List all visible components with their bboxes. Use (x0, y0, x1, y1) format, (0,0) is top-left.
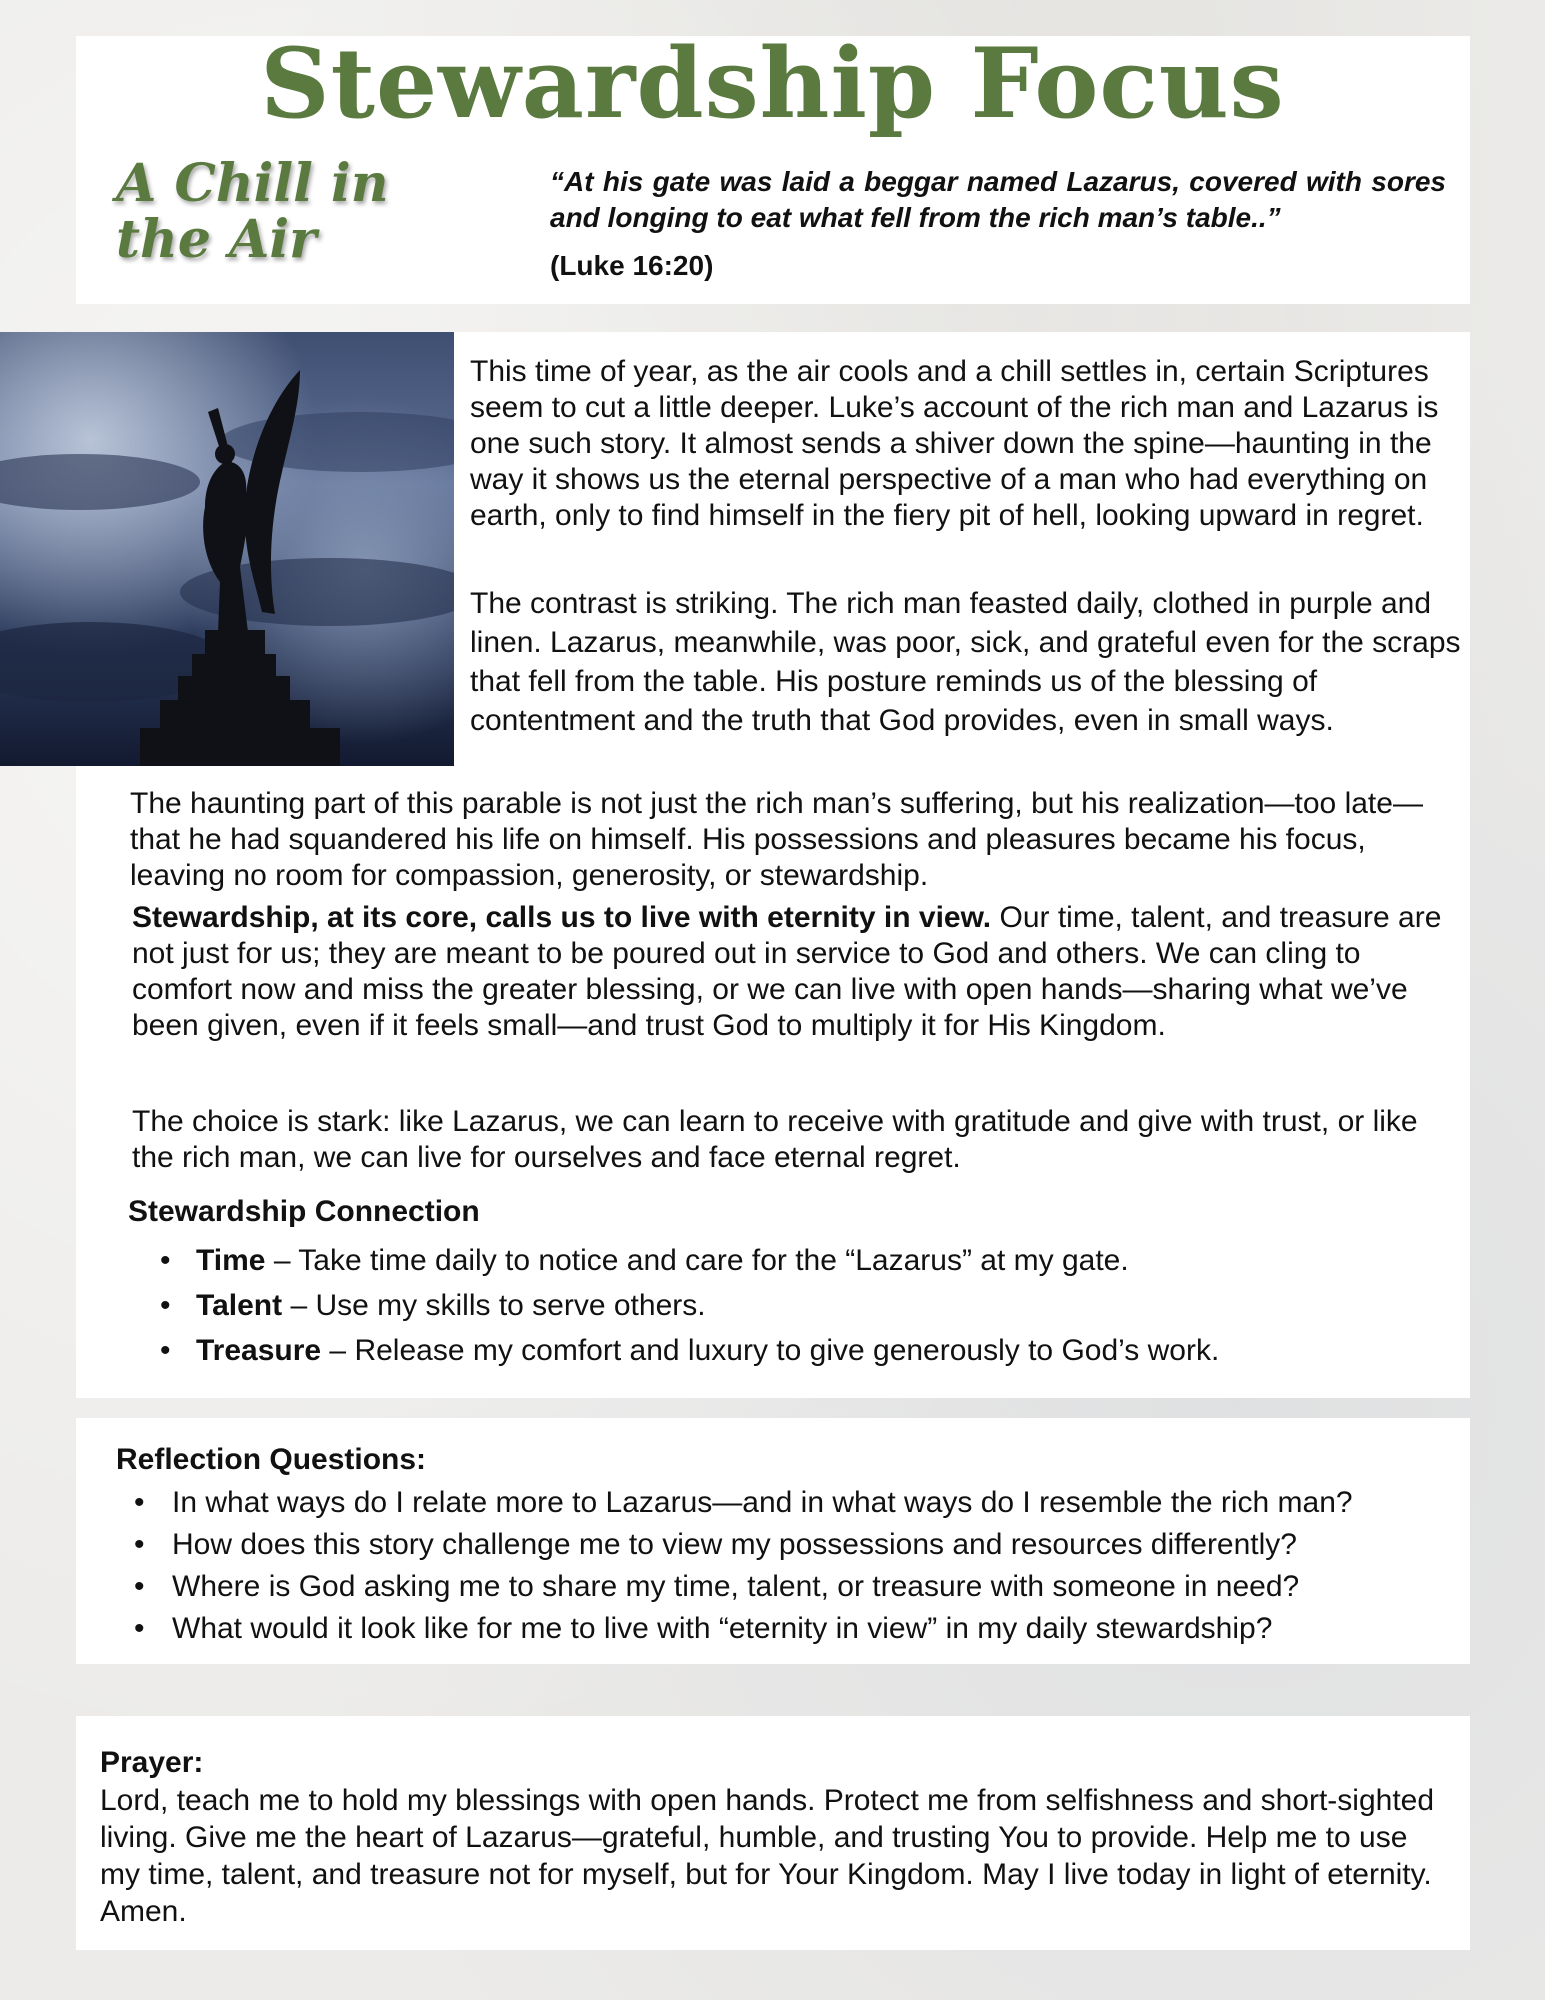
list-item-text: How does this story challenge me to view my possessions and resources differently? (172, 1528, 1297, 1561)
bullet-icon: • (134, 1486, 145, 1519)
scripture-reference: (Luke 16:20) (550, 250, 714, 281)
list-item (134, 1608, 1353, 1650)
list-item-text: – Use my skills to serve others. (282, 1289, 706, 1322)
list-item (160, 1283, 1219, 1328)
body-paragraph-5: The choice is stark: like Lazarus, we can learn to receive with gratitude and give with trust, or like the rich man, we can live for ourselves and face eternal regret. (132, 1105, 1418, 1174)
list-item-text: What would it look like for me to live with “eternity in view” in my daily stewardship? (172, 1612, 1273, 1645)
list-item-term: Time (196, 1244, 266, 1277)
list-item-text: In what ways do I relate more to Lazarus—and in what ways do I resemble the rich man? (172, 1486, 1353, 1519)
page-title: Stewardship Focus (260, 27, 1285, 140)
list-item-text: – Take time daily to notice and care for the “Lazarus” at my gate. (265, 1244, 1129, 1277)
list-item-term: Talent (196, 1289, 283, 1322)
bullet-icon: • (134, 1528, 145, 1561)
scripture-quote: “At his gate was laid a beggar named Lazarus, covered with sores and longing to eat what fell from the rich man’s table..” (550, 166, 1446, 233)
body-paragraph-3: The haunting part of this parable is not just the rich man’s suffering, but his realization—too late—that he had squandered his life on himself. His possessions and pleasures became his focus, leaving no room for compassion, generosity, or stewardship. (130, 787, 1423, 892)
list-item (160, 1238, 1219, 1283)
bullet-icon: • (160, 1289, 171, 1322)
angel-statue-image (0, 332, 454, 766)
page-subtitle: A Chill in the Air (116, 153, 389, 270)
list-item (134, 1524, 1353, 1566)
paragraph-text: Our time, talent, and treasure are not just for us; they are meant to be poured out in service to God and others. We can cling to comfort now and miss the greater blessing, or we can live with open hands—sharing what we’ve been given, even if it feels small—and trust God to multiply it for His Kingdom. (132, 901, 1442, 1042)
reflection-list (134, 1482, 1353, 1650)
list-item-text: – Release my comfort and luxury to give generously to God’s work. (321, 1334, 1220, 1367)
bullet-icon: • (160, 1244, 171, 1277)
list-item-text: Where is God asking me to share my time, talent, or treasure with someone in need? (172, 1570, 1300, 1603)
reflection-heading: Reflection Questions: (116, 1443, 427, 1476)
body-paragraph-1: This time of year, as the air cools and a chill settles in, certain Scriptures seem to cut a little deeper. Luke’s account of the rich man and Lazarus is one such story. It almost sends a shiver down the spine—haunting in the way it shows us the eternal perspective of a man who had everything on earth, only to find himself in the fiery pit of hell, looking upward in regret. (470, 355, 1439, 532)
bullet-icon: • (134, 1570, 145, 1603)
key-statement: Stewardship, at its core, calls us to live with eternity in view. (132, 901, 992, 934)
angel-statue-photo (0, 332, 454, 766)
body-paragraph-2: The contrast is striking. The rich man feasted daily, clothed in purple and linen. Lazarus, meanwhile, was poor, sick, and grateful even for the scraps that fell from the table. His posture reminds us of the blessing of contentment and the truth that God provides, even in small ways. (470, 587, 1461, 737)
list-item (134, 1482, 1353, 1524)
prayer-heading: Prayer: (100, 1746, 204, 1779)
list-item (134, 1566, 1353, 1608)
bullet-icon: • (160, 1334, 171, 1367)
list-item-term: Treasure (196, 1334, 322, 1367)
connection-list (160, 1238, 1219, 1373)
body-paragraph-4 (132, 900, 1462, 1044)
connection-heading: Stewardship Connection (128, 1195, 480, 1228)
prayer-text: Lord, teach me to hold my blessings with open hands. Protect me from selfishness and short-sighted living. Give me the heart of Lazarus—grateful, humble, and trusting You to provide. Help me to use my time, talent, and treasure not for myself, but for Your Kingdom. May I live today in light of eternity. Amen. (100, 1784, 1435, 1928)
list-item (160, 1328, 1219, 1373)
bullet-icon: • (134, 1612, 145, 1645)
